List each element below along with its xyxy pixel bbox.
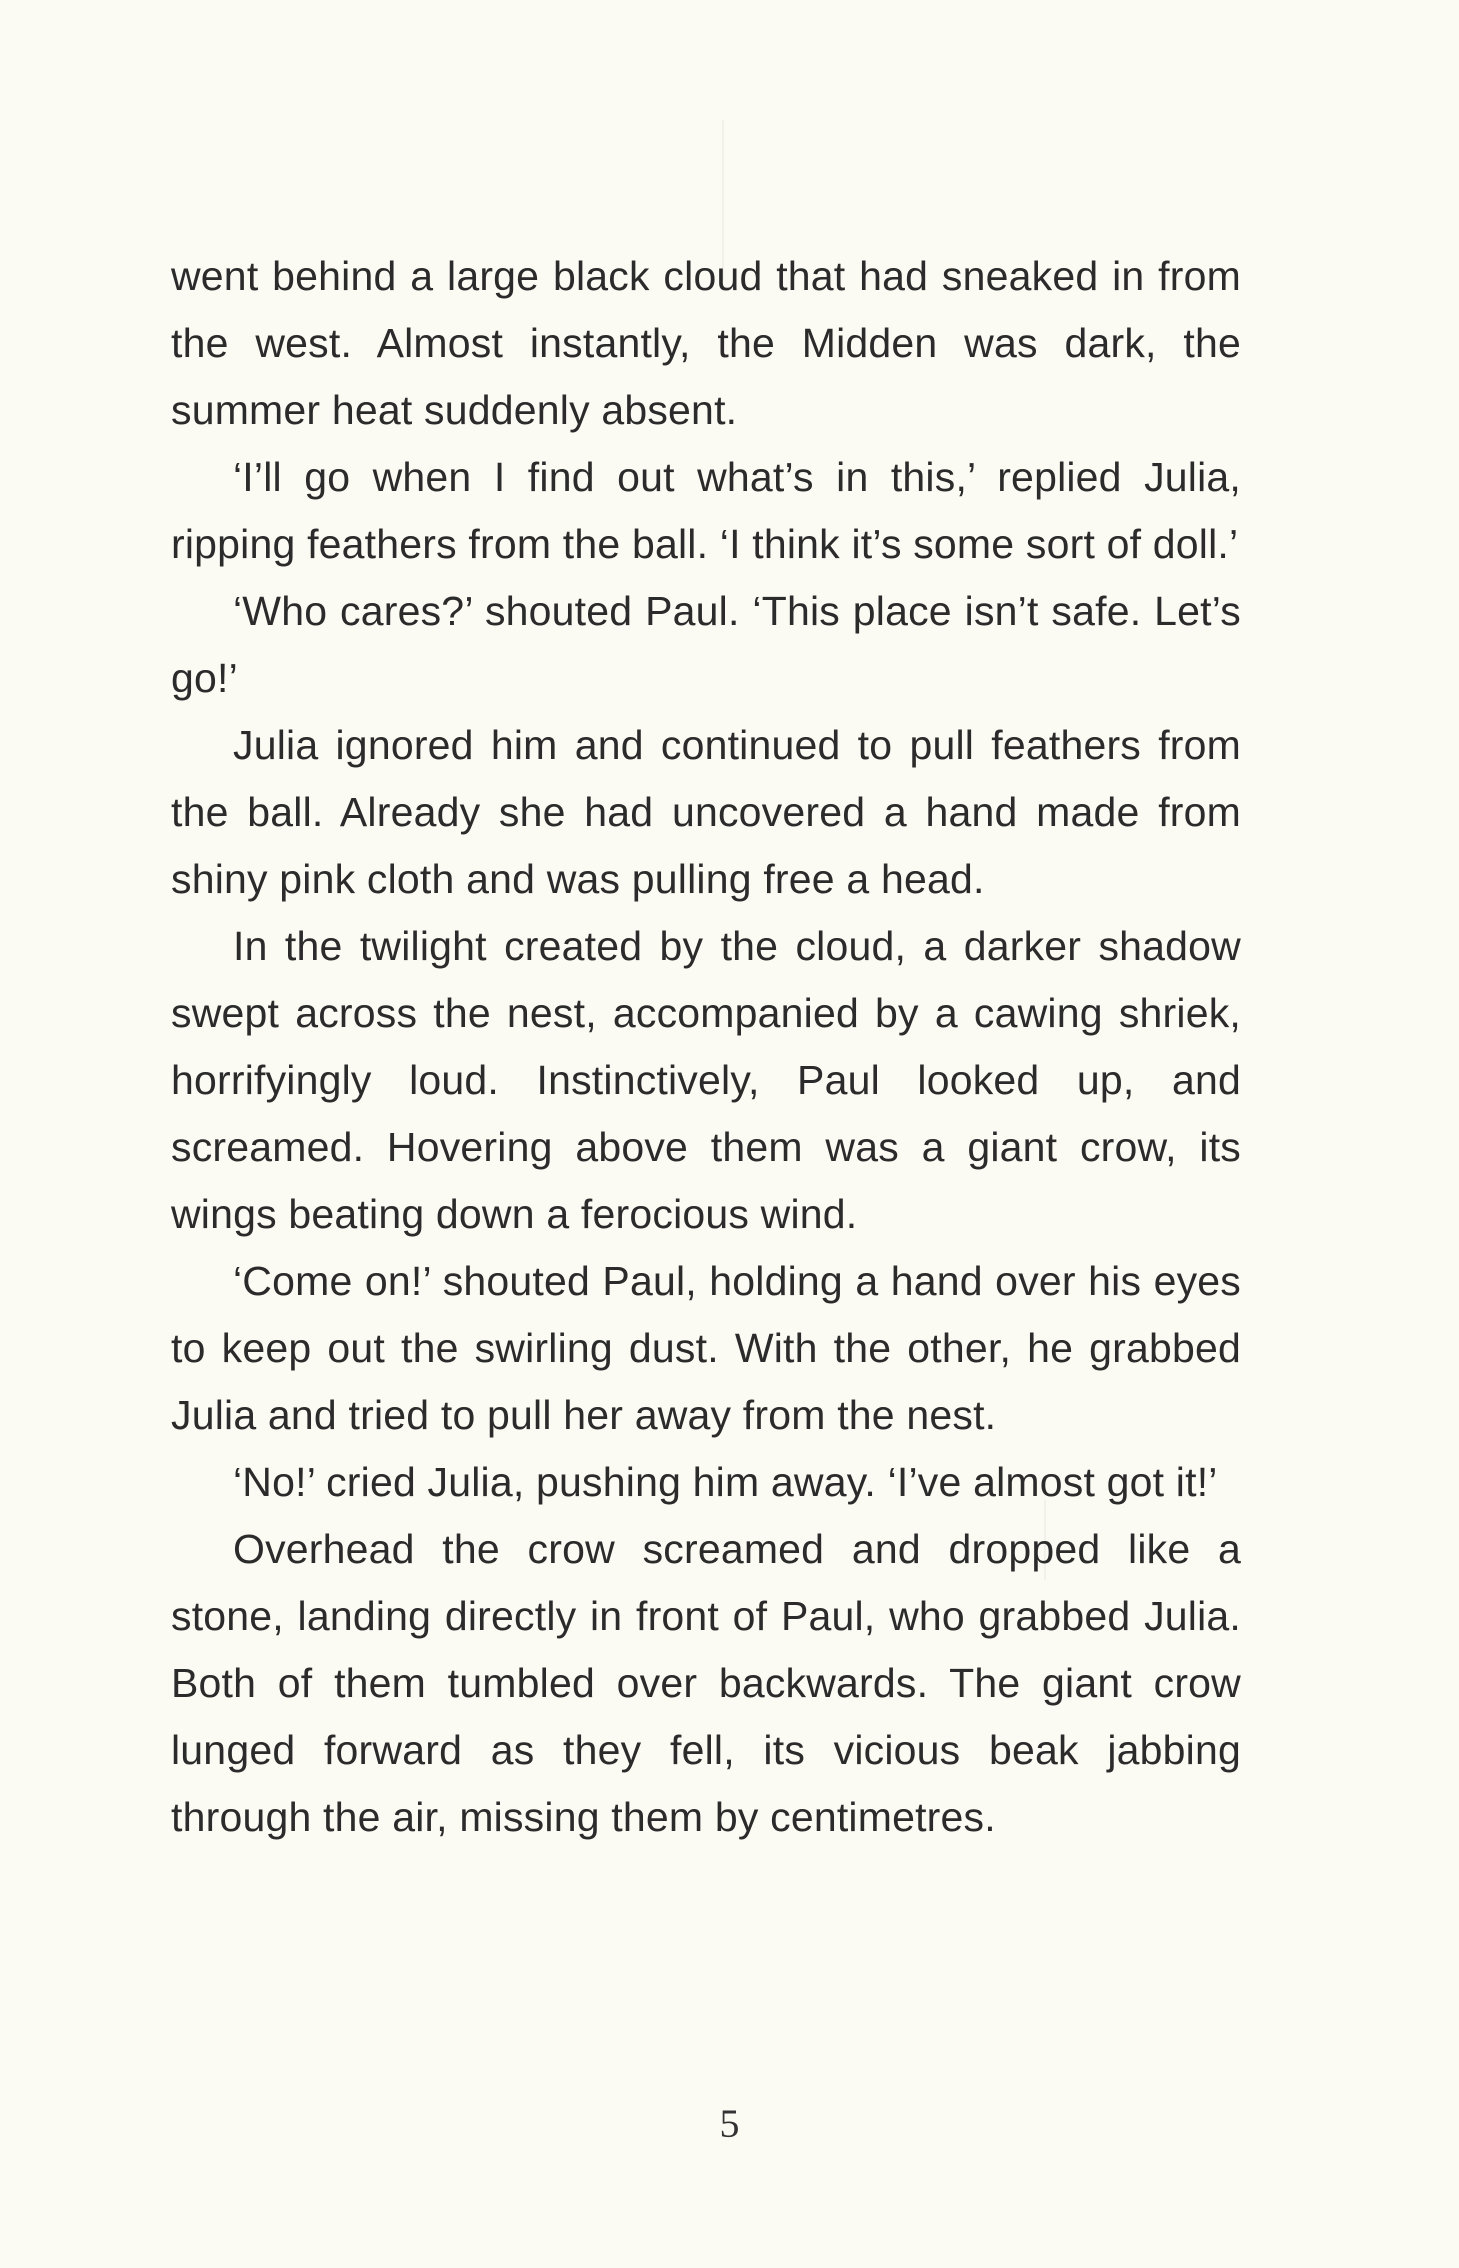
paragraph: Julia ignored him and continued to pull feathers from the ball. Already she had uncovered a hand made from shiny pink cloth and was pulling free a head. bbox=[171, 722, 1241, 902]
paragraph: ‘Come on!’ shouted Paul, holding a hand over his eyes to keep out the swirling dust. With the other, he grabbed Julia and tried to pull her away from the nest. bbox=[171, 1258, 1241, 1438]
paragraph: ‘No!’ cried Julia, pushing him away. ‘I’ve almost got it!’ bbox=[233, 1459, 1218, 1505]
page-number: 5 bbox=[719, 2101, 740, 2146]
paragraph: In the twilight created by the cloud, a darker shadow swept across the nest, accompanied by a cawing shriek, horrifyingly loud. Instinctively, Paul looked up, and screamed. Hovering above them was a giant crow, its wings beating down a ferocious wind. bbox=[171, 923, 1241, 1237]
paragraph: Overhead the crow screamed and dropped like a stone, landing directly in front of Paul, who grabbed Julia. Both of them tumbled over backwards. The giant crow lunged forward as they fell, its vicious beak jabbing through the air, missing them by centimetres. bbox=[171, 1526, 1241, 1840]
paragraph: went behind a large black cloud that had sneaked in from the west. Almost instantly, the Midden was dark, the summer heat suddenly absent. bbox=[171, 253, 1241, 433]
paragraph: ‘I’ll go when I find out what’s in this,’ replied Julia, ripping feathers from the ball. ‘I think it’s some sort of doll.’ bbox=[171, 454, 1241, 567]
body-text bbox=[171, 243, 1241, 1851]
paragraph: ‘Who cares?’ shouted Paul. ‘This place isn’t safe. Let’s go!’ bbox=[171, 588, 1241, 701]
